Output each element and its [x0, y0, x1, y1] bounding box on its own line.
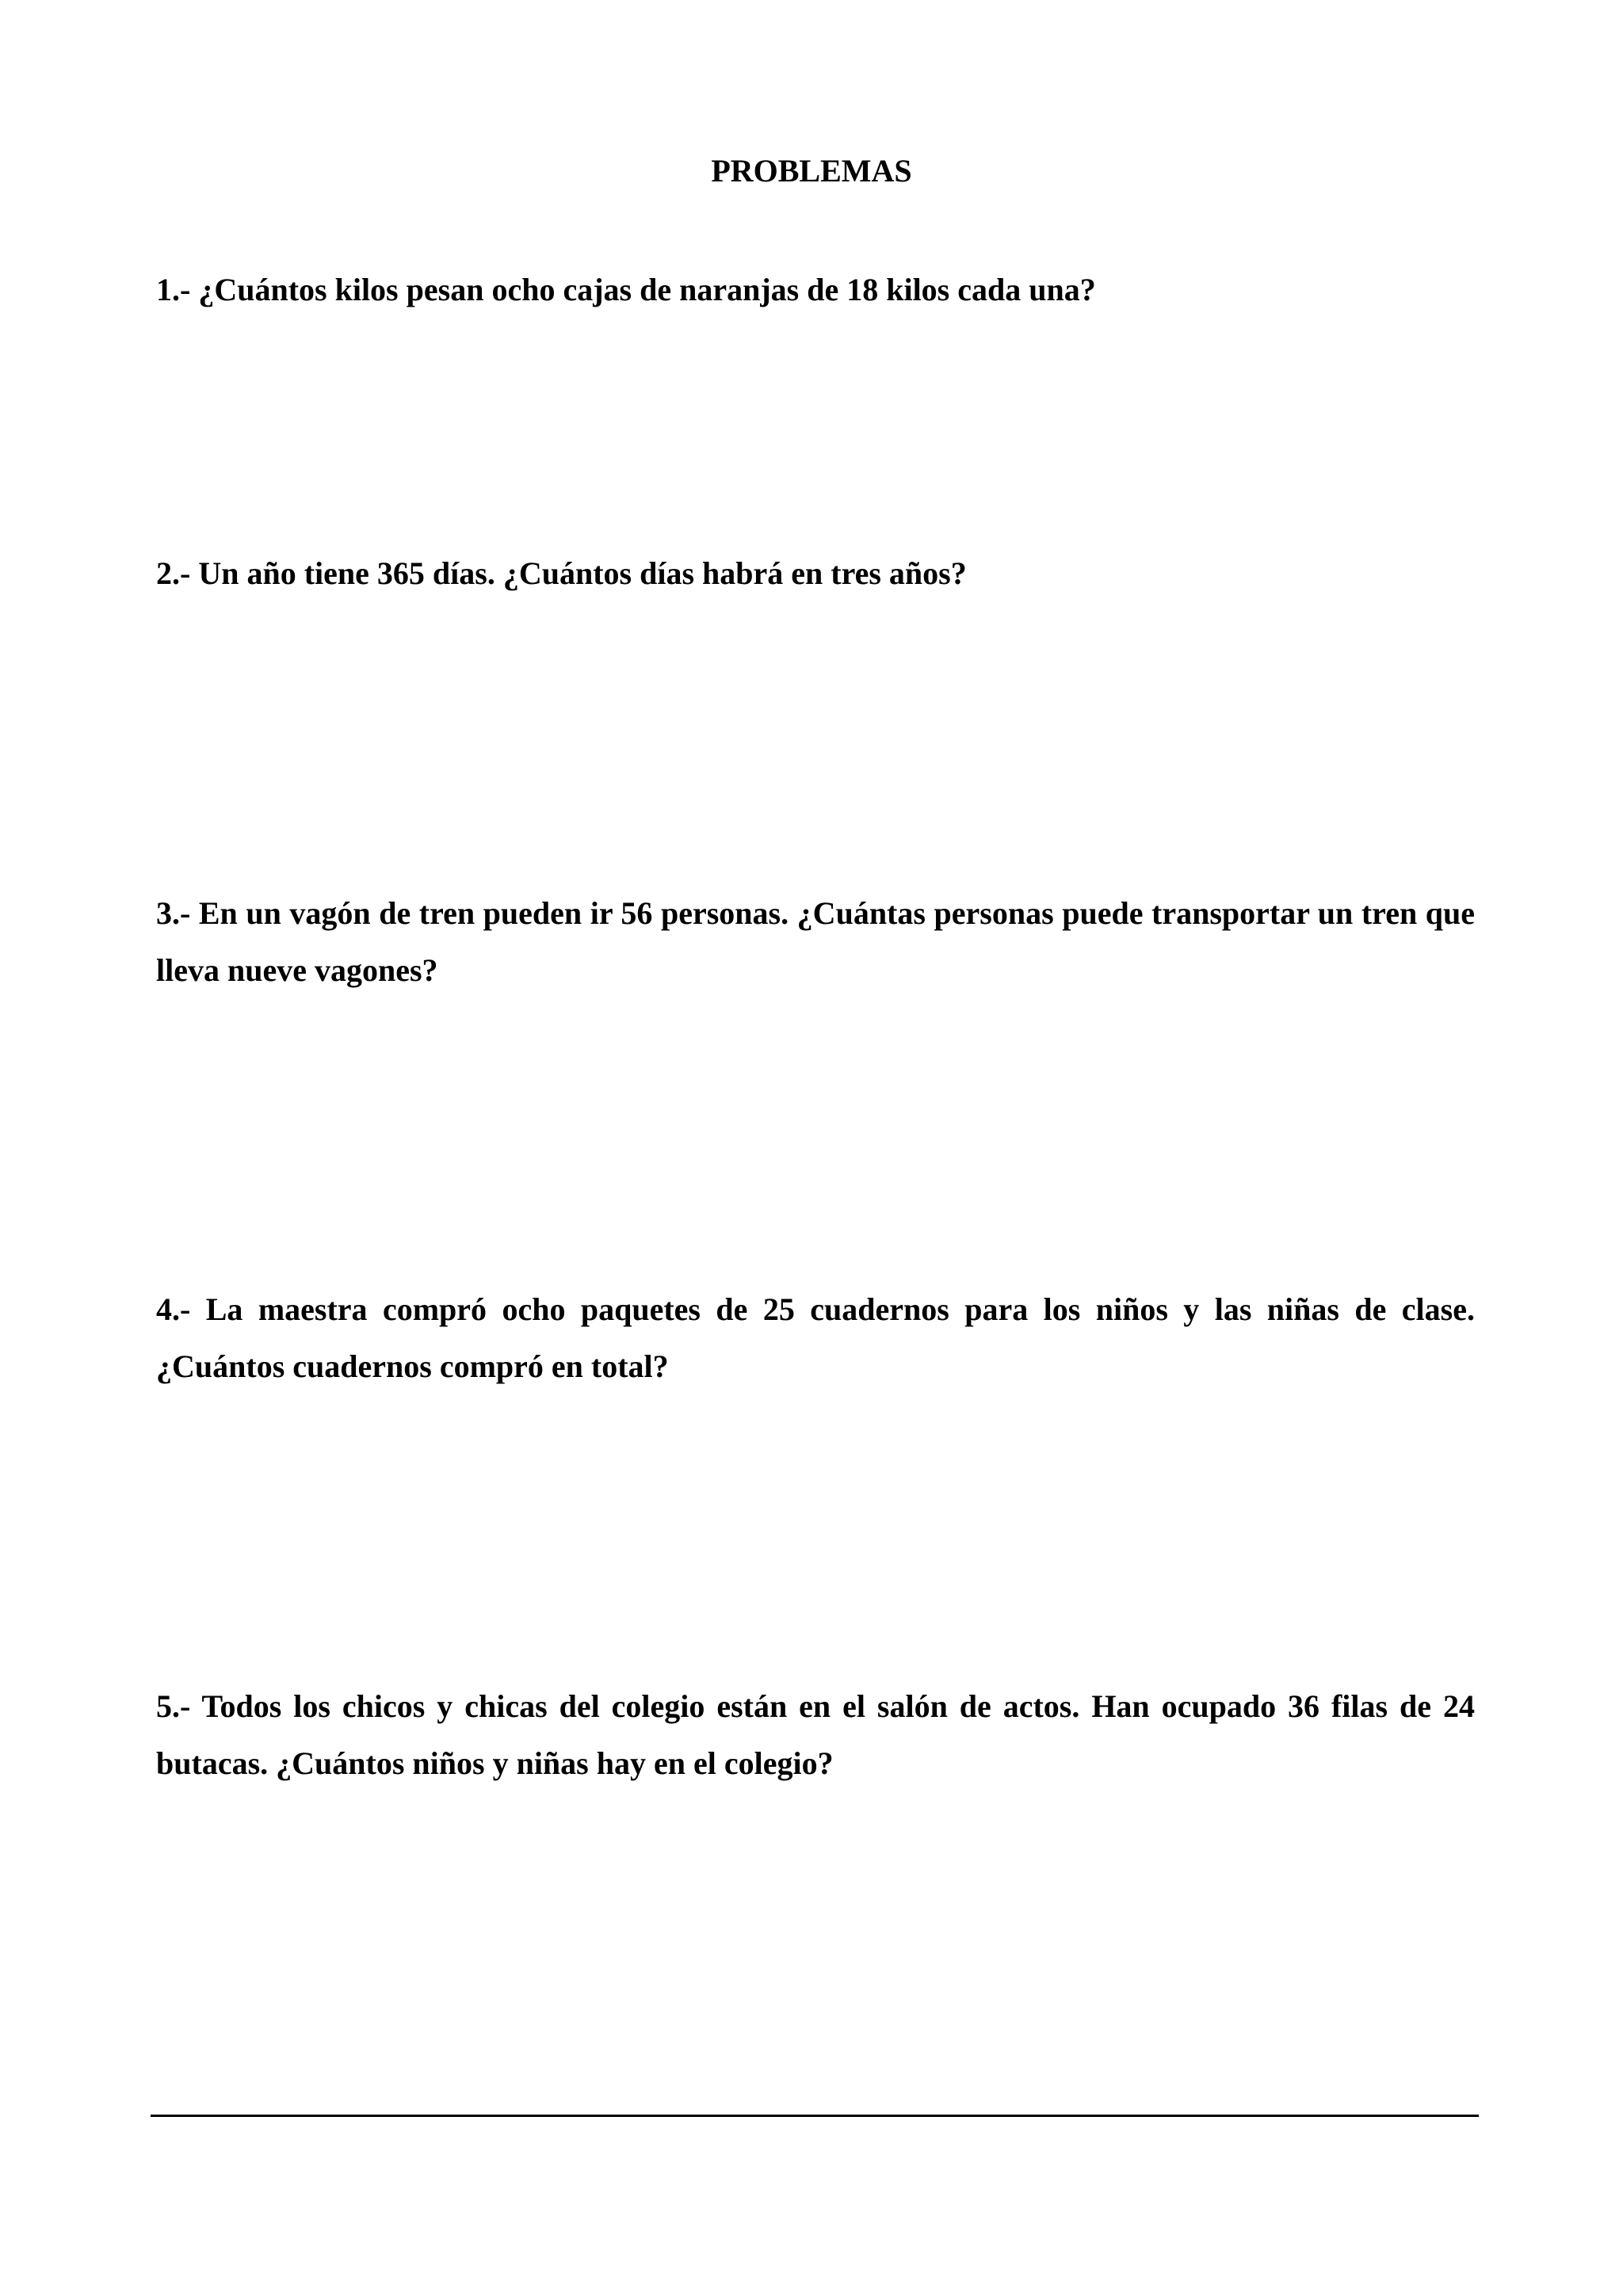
problem-2: 2.- Un año tiene 365 días. ¿Cuántos días habrá en tres años? [156, 555, 967, 591]
page-title: PROBLEMAS [711, 153, 912, 189]
problem-4: 4.- La maestra compró ocho paquetes de 25 cuadernos para los niños y las niñas de clase. ¿Cuántos cuadernos compró en total? [156, 1291, 1475, 1384]
problem-1: 1.- ¿Cuántos kilos pesan ocho cajas de naranjas de 18 kilos cada una? [156, 272, 1096, 307]
problem-3: 3.- En un vagón de tren pueden ir 56 personas. ¿Cuántas personas puede transportar un tren que lleva nueve vagones? [156, 895, 1475, 988]
problem-5: 5.- Todos los chicos y chicas del colegio están en el salón de actos. Han ocupado 36 filas de 24 butacas. ¿Cuántos niños y niñas hay en el colegio? [156, 1688, 1475, 1781]
footer-divider [151, 2115, 1479, 2117]
